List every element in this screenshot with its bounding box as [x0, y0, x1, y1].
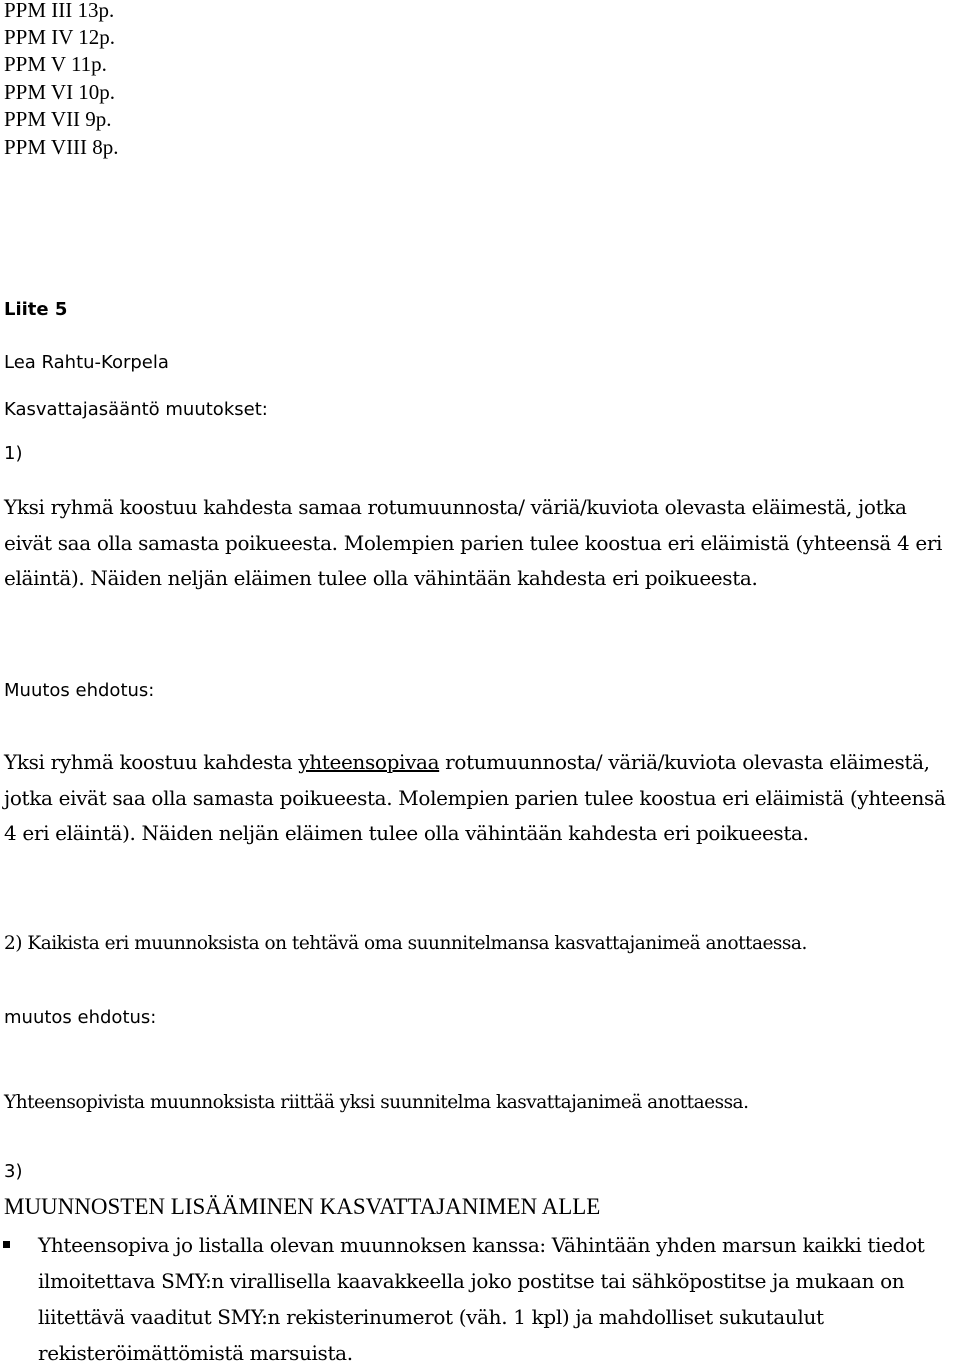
bullet-item: [0, 1227, 953, 1371]
appendix-author: Lea Rahtu-Korpela: [4, 352, 169, 373]
score-line: PPM III 13p.: [4, 0, 115, 22]
score-line: PPM VII 9p.: [4, 107, 112, 131]
proposal-suffix: rotumuunnosta/ väriä/kuviota olevasta eläimestä, jotka eivät saa olla samasta poikueesta. Molempien parien tulee koostua eri eläimistä (yhteensä 4 eri eläintä). Näiden neljän eläimen tulee olla vähintään kahdesta eri poikueesta.: [4, 750, 946, 845]
proposal-emphasis: yhteensopivaa: [298, 750, 440, 774]
section-3-heading: MUUNNOSTEN LISÄÄMINEN KASVATTAJANIMEN ALLE: [4, 1194, 601, 1219]
score-line: PPM VIII 8p.: [4, 135, 119, 159]
section-3-bullet-list: [0, 1227, 953, 1371]
section-1-original-text: Yksi ryhmä koostuu kahdesta samaa rotumuunnosta/ väriä/kuviota olevasta eläimestä, jotka eivät saa olla samasta poikueesta. Molempien parien tulee koostua eri eläimistä (yhteensä 4 eri eläintä). Näiden neljän eläimen tulee olla vähintään kahdesta eri poikueesta.: [4, 495, 943, 590]
appendix-title: Liite 5: [4, 299, 68, 320]
score-line: PPM V 11p.: [4, 52, 107, 76]
section-2-proposal-label: muutos ehdotus:: [4, 1007, 157, 1028]
section-1-number: 1): [4, 443, 23, 464]
bullet-text: Yhteensopiva jo listalla olevan muunnoksen kanssa: Vähintään yhden marsun kaikki tiedot ilmoitettava SMY:n virallisella kaavakkeella joko postitse tai sähköpostitse ja mukaan on liitettävä vaaditut SMY:n rekisterinumerot (väh. 1 kpl) ja mahdolliset sukutaulut rekisteröimättömistä marsuista.: [38, 1233, 925, 1365]
score-line: PPM VI 10p.: [4, 80, 116, 104]
square-bullet-icon: [3, 1241, 10, 1248]
section-1-proposal-label: Muutos ehdotus:: [4, 680, 155, 701]
score-line: PPM IV 12p.: [4, 25, 116, 49]
section-1-proposal-text: [4, 745, 958, 852]
appendix-subject: Kasvattajasääntö muutokset:: [4, 399, 268, 420]
section-2-proposal-text: Yhteensopivista muunnoksista riittää yksi suunnitelma kasvattajanimeä anottaessa.: [4, 1092, 749, 1113]
section-3-number: 3): [4, 1161, 23, 1182]
section-2-original-text: 2) Kaikista eri muunnoksista on tehtävä oma suunnitelmansa kasvattajanimeä anottaessa.: [4, 933, 807, 954]
proposal-prefix: Yksi ryhmä koostuu kahdesta: [4, 750, 299, 774]
